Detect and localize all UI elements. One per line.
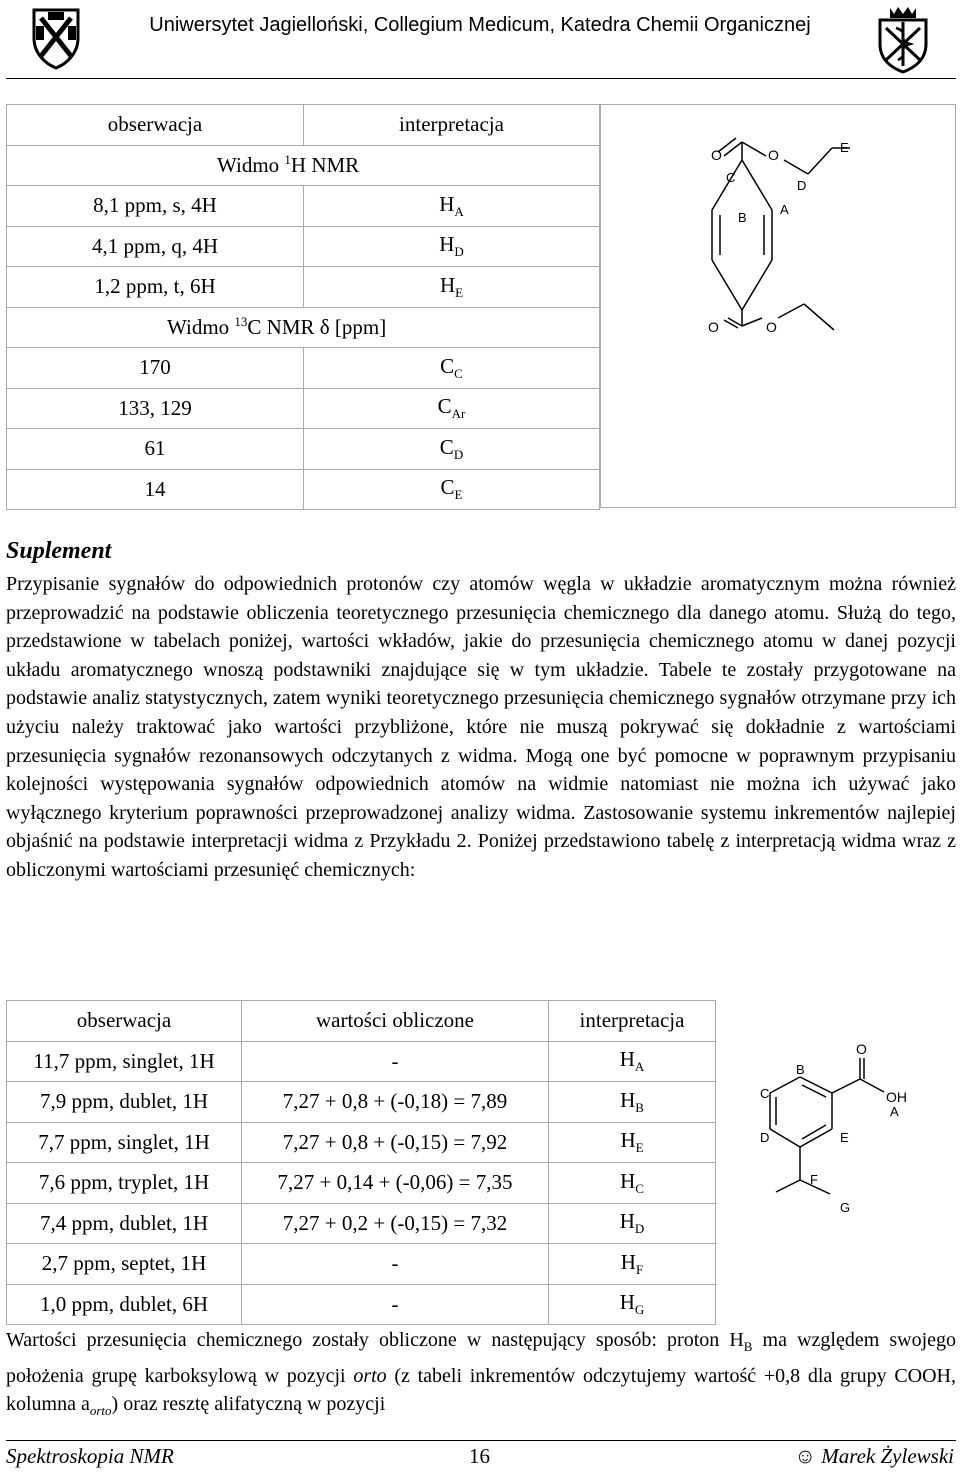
table-row bbox=[7, 1041, 716, 1082]
table-row bbox=[7, 105, 600, 146]
label-a: A bbox=[780, 202, 789, 217]
header-rule bbox=[6, 78, 956, 79]
label-oh: OH bbox=[886, 1089, 907, 1105]
label-d: D bbox=[797, 178, 807, 193]
table-row bbox=[7, 1203, 716, 1244]
bottom-text bbox=[6, 1326, 956, 1426]
interp-cell: $C_{Ar}$ bbox=[304, 388, 600, 429]
table-row bbox=[7, 1001, 716, 1042]
header-obserwacja: obserwacja bbox=[7, 1001, 242, 1042]
interp-cell: $H_C$ bbox=[549, 1163, 716, 1204]
interp-cell: $H_G$ bbox=[549, 1284, 716, 1325]
obs-cell: 7,9 ppm, dublet, 1H bbox=[7, 1082, 242, 1123]
interp-cell: $H_A$ bbox=[304, 186, 600, 227]
obs-cell: 1,0 ppm, dublet, 6H bbox=[7, 1284, 242, 1325]
table-row bbox=[7, 1284, 716, 1325]
footer-author: ☺ Marek Żylewski bbox=[794, 1444, 954, 1468]
label-e: E bbox=[840, 1130, 849, 1145]
bottom-paragraph: Wartości przesunięcia chemicznego zostały obliczone w następujący sposób: proton $H_B$ ma względem swojego położenia grupę karboksylową w pozycji orto (z tabeli inkrementów odczytujemy wartość +0,8 dla grupy COOH, kolumna $a_{orto}$) oraz resztę alifatyczną w pozycji bbox=[6, 1329, 957, 1419]
suplement-title: Suplement bbox=[6, 538, 112, 564]
calc-cell: - bbox=[242, 1244, 549, 1285]
calc-cell: - bbox=[242, 1284, 549, 1325]
structure-isopropylbenzoic-acid bbox=[718, 1000, 958, 1326]
nmr-table-2 bbox=[6, 1000, 716, 1325]
table-row bbox=[7, 1082, 716, 1123]
table-row bbox=[7, 145, 600, 186]
obs-cell: 2,7 ppm, septet, 1H bbox=[7, 1244, 242, 1285]
obs-cell: 61 bbox=[7, 429, 304, 470]
table-row bbox=[7, 267, 600, 308]
table-row bbox=[7, 429, 600, 470]
calc-cell: 7,27 + 0,8 + (-0,15) = 7,92 bbox=[242, 1122, 549, 1163]
interp-cell: $C_E$ bbox=[304, 469, 600, 510]
table-row bbox=[7, 307, 600, 348]
interp-cell: $H_A$ bbox=[549, 1041, 716, 1082]
suplement-text bbox=[6, 570, 956, 885]
header-obserwacja: obserwacja bbox=[7, 105, 304, 146]
obs-cell: 4,1 ppm, q, 4H bbox=[7, 226, 304, 267]
label-a: A bbox=[890, 1104, 899, 1119]
page-number: 16 bbox=[469, 1444, 490, 1468]
label-g: G bbox=[840, 1200, 851, 1215]
interp-cell: $H_D$ bbox=[549, 1203, 716, 1244]
table-row bbox=[7, 388, 600, 429]
obs-cell: 11,7 ppm, singlet, 1H bbox=[7, 1041, 242, 1082]
table-row bbox=[7, 348, 600, 389]
table-row bbox=[7, 186, 600, 227]
collegium-medicum-crest-right-icon bbox=[872, 4, 934, 74]
obs-cell: 133, 129 bbox=[7, 388, 304, 429]
header-wartosci-obliczone: wartości obliczone bbox=[242, 1001, 549, 1042]
footer-title: Spektroskopia NMR bbox=[6, 1444, 174, 1468]
calc-cell: - bbox=[242, 1041, 549, 1082]
table-row bbox=[7, 469, 600, 510]
obs-cell: 1,2 ppm, t, 6H bbox=[7, 267, 304, 308]
footer-rule bbox=[6, 1440, 956, 1441]
label-b: B bbox=[738, 210, 747, 225]
obs-cell: 7,7 ppm, singlet, 1H bbox=[7, 1122, 242, 1163]
section-h-nmr: Widmo $^1$H NMR bbox=[7, 145, 600, 186]
table-row bbox=[7, 1163, 716, 1204]
label-o4: O bbox=[766, 319, 777, 335]
label-c: C bbox=[760, 1086, 770, 1101]
table-row bbox=[7, 1122, 716, 1163]
calc-cell: 7,27 + 0,14 + (-0,06) = 7,35 bbox=[242, 1163, 549, 1204]
section-c-nmr: Widmo $^{13}$C NMR δ [ppm] bbox=[7, 307, 600, 348]
interp-cell: $H_E$ bbox=[549, 1122, 716, 1163]
label-o1: O bbox=[711, 147, 722, 163]
interp-cell: $C_D$ bbox=[304, 429, 600, 470]
interp-cell: $H_D$ bbox=[304, 226, 600, 267]
interp-cell: $C_C$ bbox=[304, 348, 600, 389]
calc-cell: 7,27 + 0,2 + (-0,15) = 7,32 bbox=[242, 1203, 549, 1244]
table-row bbox=[7, 1244, 716, 1285]
obs-cell: 14 bbox=[7, 469, 304, 510]
label-e: E bbox=[840, 140, 849, 155]
table-row bbox=[7, 226, 600, 267]
label-b: B bbox=[796, 1062, 805, 1077]
header-interpretacja: interpretacja bbox=[304, 105, 600, 146]
structure-diethyl-terephthalate bbox=[600, 104, 956, 508]
obs-cell: 7,6 ppm, tryplet, 1H bbox=[7, 1163, 242, 1204]
label-o3: O bbox=[708, 319, 719, 335]
obs-cell: 7,4 ppm, dublet, 1H bbox=[7, 1203, 242, 1244]
header-title: Uniwersytet Jagielloński, Collegium Medicum, Katedra Chemii Organicznej bbox=[149, 14, 811, 36]
label-d: D bbox=[760, 1130, 770, 1145]
label-o: O bbox=[856, 1041, 867, 1057]
university-crest-left-icon bbox=[26, 4, 86, 70]
interp-cell: $H_F$ bbox=[549, 1244, 716, 1285]
suplement-paragraph: Przypisanie sygnałów do odpowiednich protonów czy atomów węgla w układzie aromatycznym można również przeprowadzić na podstawie obliczenia teoretycznego przesunięcia chemicznego dla danego atomu. Służą do tego, przedstawione w tabelach poniżej, wartości wkładów, jakie do przesunięcia chemicznego atomu w danej pozycji układu aromatycznego wnoszą podstawniki znajdujące się w tym układzie. Tabele te zostały przygotowane na podstawie analiz statystycznych, zatem wyniki teoretycznego przesunięcia chemicznego sygnałów otrzymane przy ich użyciu należy traktować jako wartości przybliżone, które nie muszą pokrywać się dokładnie z wartościami przesunięcia sygnałów rezonansowych odczytanych z widma. Mogą one być pomocne w poprawnym przypisaniu kolejności występowania sygnałów odpowiednich atomów na widmie natomiast nie można ich używać jako wyłącznego kryterium poprawności przeprowadzonej analizy widma. Zastosowanie systemu inkrementów najlepiej objaśnić na podstawie interpretacji widma z Przykładu 2. Poniżej przedstawiono tabelę z interpretacją widma wraz z obliczonymi wartościami przesunięć chemicznych: bbox=[6, 573, 956, 881]
interp-cell: $H_B$ bbox=[549, 1082, 716, 1123]
obs-cell: 170 bbox=[7, 348, 304, 389]
label-f: F bbox=[810, 1172, 818, 1187]
label-o2: O bbox=[768, 147, 779, 163]
header-interpretacja: interpretacja bbox=[549, 1001, 716, 1042]
calc-cell: 7,27 + 0,8 + (-0,18) = 7,89 bbox=[242, 1082, 549, 1123]
interp-cell: $H_E$ bbox=[304, 267, 600, 308]
nmr-table-1 bbox=[6, 104, 600, 510]
label-c: C bbox=[726, 170, 736, 185]
obs-cell: 8,1 ppm, s, 4H bbox=[7, 186, 304, 227]
